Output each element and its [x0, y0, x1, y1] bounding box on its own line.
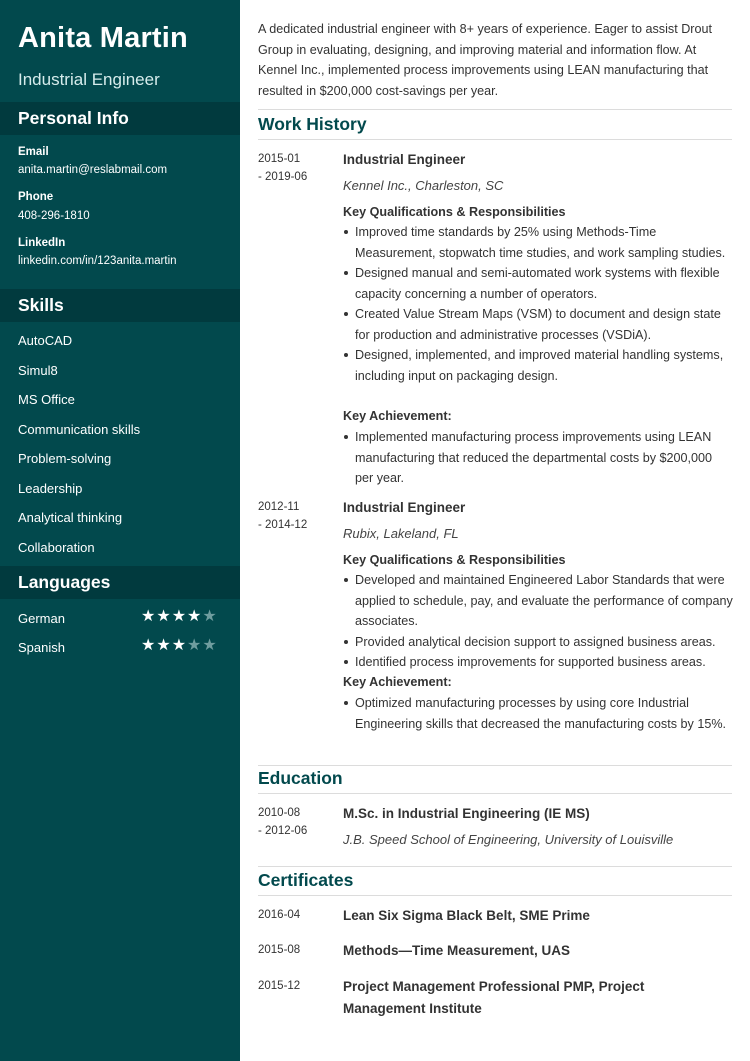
- linkedin-value: linkedin.com/in/123anita.martin: [18, 255, 177, 267]
- divider: [258, 139, 732, 140]
- summary-text: A dedicated industrial engineer with 8+ years of experience. Eager to assist Drout Group in evaluating, designing, and improving material and information flow. At Kennel Inc., implemented process improvements using LEAN manufacturing that resulted in $200,000 cost-savings per year.: [258, 22, 712, 98]
- education-date-start: 2010-08: [258, 807, 301, 819]
- star-empty-icon: ★: [187, 637, 203, 654]
- list-item: Designed manual and semi-automated work systems with flexible capacity concerning a number of operators.: [343, 263, 733, 304]
- personal-info-heading: Personal Info: [0, 102, 240, 135]
- list-item: Created Value Stream Maps (VSM) to document and design state for production and administrative processes (VSDiA).: [343, 304, 733, 345]
- divider: [258, 866, 732, 867]
- achievement-heading: Key Achievement:: [343, 409, 452, 423]
- skill-item: Communication skills: [18, 422, 141, 437]
- divider: [258, 793, 732, 794]
- list-item: Improved time standards by 25% using Methods-Time Measurement, stopwatch time studies, and work sampling studies.: [343, 222, 733, 263]
- divider: [258, 109, 732, 110]
- job-company: Kennel Inc., Charleston, SC: [343, 178, 504, 193]
- responsibilities-list: [343, 222, 733, 386]
- skill-item: MS Office: [18, 392, 75, 407]
- star-empty-icon: ★: [202, 637, 218, 654]
- language-name: German: [18, 611, 65, 626]
- linkedin-label: LinkedIn: [18, 237, 66, 249]
- certificate-date: 2015-12: [258, 980, 301, 992]
- achievements-list: [343, 693, 733, 734]
- phone-value: 408-296-1810: [18, 210, 90, 222]
- qualifications-heading: Key Qualifications & Responsibilities: [343, 553, 566, 567]
- job-company: Rubix, Lakeland, FL: [343, 526, 459, 541]
- sidebar: [0, 0, 240, 1061]
- list-item: Identified process improvements for supported business areas.: [343, 652, 733, 673]
- achievement-heading: Key Achievement:: [343, 675, 452, 689]
- language-name: Spanish: [18, 640, 65, 655]
- education-heading: Education: [258, 768, 343, 788]
- certificates-heading: Certificates: [258, 870, 354, 890]
- languages-heading: Languages: [0, 566, 240, 599]
- star-filled-icon: ★: [141, 608, 157, 625]
- language-rating: [141, 609, 218, 625]
- certificate-name: Methods—Time Measurement, UAS: [343, 943, 571, 958]
- star-empty-icon: ★: [202, 608, 218, 625]
- certificate-date: 2016-04: [258, 909, 301, 921]
- qualifications-heading: Key Qualifications & Responsibilities: [343, 205, 566, 219]
- skills-heading: Skills: [0, 289, 240, 322]
- star-filled-icon: ★: [156, 608, 172, 625]
- star-filled-icon: ★: [171, 608, 188, 625]
- candidate-title: Industrial Engineer: [18, 70, 160, 89]
- candidate-name: Anita Martin: [18, 22, 188, 54]
- certificate-date: 2015-08: [258, 944, 301, 956]
- job-date-start: 2015-01: [258, 153, 301, 165]
- star-filled-icon: ★: [187, 608, 203, 625]
- job-title: Industrial Engineer: [343, 500, 466, 515]
- star-filled-icon: ★: [171, 637, 188, 654]
- star-filled-icon: ★: [156, 637, 172, 654]
- job-date-end: - 2014-12: [258, 519, 308, 531]
- education-school: J.B. Speed School of Engineering, University of Louisville: [343, 832, 674, 847]
- divider: [258, 895, 732, 896]
- job-date-end: - 2019-06: [258, 171, 308, 183]
- job-title: Industrial Engineer: [343, 152, 466, 167]
- list-item: Designed, implemented, and improved material handling systems, including input on packaging design.: [343, 345, 733, 386]
- language-rating: [141, 638, 218, 654]
- list-item: Implemented manufacturing process improvements using LEAN manufacturing that reduced the departmental costs by $200,000 per year.: [343, 427, 733, 489]
- skill-item: Collaboration: [18, 540, 95, 555]
- education-degree: M.Sc. in Industrial Engineering (IE MS): [343, 806, 590, 821]
- job-date-start: 2012-11: [258, 501, 300, 513]
- phone-label: Phone: [18, 191, 54, 203]
- list-item: Provided analytical decision support to assigned business areas.: [343, 632, 733, 653]
- skill-item: Analytical thinking: [18, 510, 123, 525]
- certificate-name: Lean Six Sigma Black Belt, SME Prime: [343, 908, 590, 923]
- education-date-end: - 2012-06: [258, 825, 308, 837]
- responsibilities-list: [343, 570, 733, 673]
- skill-item: AutoCAD: [18, 333, 73, 348]
- divider: [258, 765, 732, 766]
- email-label: Email: [18, 146, 49, 158]
- skill-item: Problem-solving: [18, 451, 112, 466]
- achievements-list: [343, 427, 733, 489]
- list-item: Optimized manufacturing processes by using core Industrial Engineering skills that decreased the manufacturing costs by 15%.: [343, 693, 733, 734]
- list-item: Developed and maintained Engineered Labor Standards that were applied to schedule, pay, and evaluate the performance of company associates.: [343, 570, 733, 632]
- email-value: anita.martin@reslabmail.com: [18, 164, 168, 176]
- skill-item: Leadership: [18, 481, 83, 496]
- skill-item: Simul8: [18, 363, 58, 378]
- star-filled-icon: ★: [141, 637, 157, 654]
- work-history-heading: Work History: [258, 114, 367, 134]
- certificate-name: Project Management Professional PMP, Project Management Institute: [343, 979, 645, 1016]
